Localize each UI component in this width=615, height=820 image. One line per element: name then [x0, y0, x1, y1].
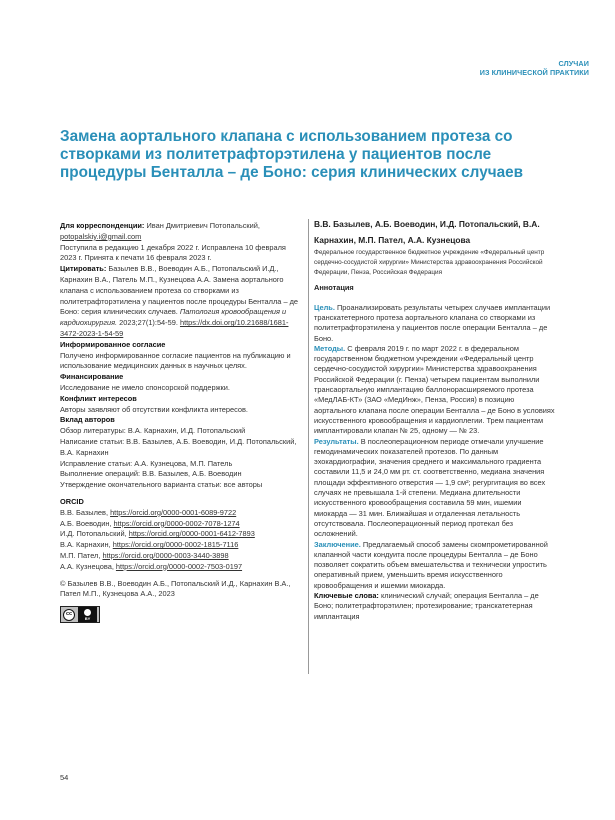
- section-tag-line1: СЛУЧАИ: [558, 59, 589, 68]
- keywords-text: клинический случай; операция Бенталла – де Боно; политетрафторэтилен; протезирование; транскатетерная имплантация: [314, 591, 539, 621]
- citation-text: Базылев В.В., Воеводин А.Б., Потопальский И.Д., Карнахин В.А., Патель М.П., Кузнецова А.А. Замена аортального клапана с использованием протеза со створками из политетрафторэтилена у пациентов после процедуры Бенталла – де Боно: серия клинических случаев.: [60, 264, 299, 317]
- correspondence: [60, 221, 301, 243]
- annotation-title: Аннотация: [314, 283, 354, 293]
- orcid-author: И.Д. Потопальский,: [60, 529, 129, 539]
- orcid-link[interactable]: https://orcid.org/0000-0002-7503-0197: [115, 561, 243, 571]
- left-column: [60, 221, 301, 623]
- orcid-item: [60, 551, 301, 562]
- article-title: Замена аортального клапана с использованием протеза со створками из политетрафторэтилена у пациентов после процедуры Бенталла – де Боно: серия клинических случаев: [60, 128, 524, 182]
- results-text: В послеоперационном периоде отмечали улучшение гемодинамических показателей протезов. По данным эхокардиографии, значения среднего и максимального градиента составили 11,5 и 24,0 мм рт. ст. соответственно, медиана значения площади эффективного отверстия — 1,9 см²; регургитация во всех случаях не превышала 1-й степени. Медиана длительности искусственного кровообращения составила 59 мин, ишемии миокарда — 31 мин. Ближайшая и отдаленная летальность отсутствовала. Послеоперационный период протекал без осложнений.: [314, 436, 546, 539]
- abstract-goal: [314, 303, 556, 344]
- page-number: 54: [60, 773, 69, 782]
- orcid-item: [60, 519, 301, 530]
- methods-text: С февраля 2019 г. по март 2022 г. в федеральном государственном бюджетном учреждении «Федеральный центр сердечно-сосудистой хирургии» Министерства здравоохранения Российской Федерации (г. Пенза) четырем пациентам выполнили трансаортальную имплантацию баллонорасширяемого протеза «МедЛАБ-КТ» (ЗАО «МедИнж», Пенза, Россия) в позицию аортального клапана после операции Бенталла – де Боно в условиях искусственного кровообращения и кардиоплегии. Трем пациентам имплантировали клапан № 25, одному — № 23.: [314, 343, 555, 436]
- orcid-link[interactable]: https://orcid.org/0000-0003-3440-3898: [102, 550, 229, 560]
- orcid-link[interactable]: https://orcid.org/0000-0002-1815-7116: [112, 540, 239, 550]
- consent-text: Получено информированное согласие пациентов на публикацию и использование медицинских данных в научных целях.: [60, 350, 291, 371]
- orcid-item: [60, 540, 301, 551]
- orcid-author: М.П. Пател,: [60, 550, 103, 560]
- contrib-line: Обзор литературы: В.А. Карнахин, И.Д. Потопальский: [60, 426, 246, 436]
- section-tag-line2: ИЗ КЛИНИЧЕСКОЙ ПРАКТИКИ: [479, 68, 589, 77]
- conflict-label: Конфликт интересов: [60, 393, 137, 403]
- abstract-results: [314, 437, 556, 540]
- orcid-item: [60, 508, 301, 519]
- column-divider: [308, 219, 309, 674]
- funding-text: Исследование не имело спонсорской поддержки.: [60, 382, 230, 392]
- correspondence-label: Для корреспонденции:: [60, 221, 145, 230]
- orcid-link[interactable]: https://orcid.org/0000-0001-6089-9722: [110, 507, 237, 517]
- by-icon: [78, 607, 97, 622]
- goal-text: Проанализировать результаты четырех случаев имплантации транскатетерного протеза аортального клапана со створками из политетрафторэтилена у пациентов после операции Бенталла – де Боно.: [314, 302, 551, 343]
- affiliation: Федеральное государственное бюджетное учреждение «Федеральный центр сердечно-сосудистой хирургии» Министерства здравоохранения Российской Федерации, Пенза, Российская Федерация: [314, 249, 545, 276]
- orcid-author: В.А. Карнахин,: [60, 540, 113, 550]
- section-tag: [480, 59, 589, 77]
- contrib-label: Вклад авторов: [60, 415, 115, 425]
- citation-tail: 2023;27(1):54-59.: [117, 318, 178, 328]
- abstract-methods: [314, 344, 556, 437]
- contrib-line: Написание статьи: В.В. Базылев, А.Б. Воеводин, И.Д. Потопальский, В.А. Карнахин: [60, 436, 297, 457]
- citation-doi-link[interactable]: https://dx.doi.org/10.21688/1681-3472-2023-1-54-59: [60, 318, 289, 338]
- authors: В.В. Базылев, А.Б. Воеводин, И.Д. Потопальский, В.А. Карнахин, М.П. Пател, А.А. Кузнецова: [314, 219, 540, 245]
- citation-journal: Патология кровообращения и кардиохирургия.: [60, 307, 287, 328]
- citation: [60, 264, 301, 340]
- goal-label: Цель.: [314, 302, 335, 312]
- conflict-text: Авторы заявляют об отсутствии конфликта интересов.: [60, 404, 248, 414]
- orcid-item: [60, 562, 301, 573]
- abstract-conclusion: [314, 540, 556, 591]
- by-label: BY: [84, 615, 91, 621]
- citation-label: Цитировать:: [60, 264, 107, 274]
- results-label: Результаты.: [314, 436, 359, 446]
- cc-by-license-badge[interactable]: [60, 606, 100, 623]
- consent-label: Информированное согласие: [60, 339, 166, 349]
- right-column: [314, 216, 556, 622]
- orcid-label: ORCID: [60, 496, 84, 506]
- orcid-author: А.А. Кузнецова,: [60, 561, 116, 571]
- methods-label: Методы.: [314, 343, 346, 353]
- funding-label: Финансирование: [60, 372, 124, 382]
- orcid-author: А.Б. Воеводин,: [60, 518, 114, 528]
- conclusion-label: Заключение.: [314, 539, 361, 549]
- copyright: © Базылев В.В., Воеводин А.Б., Потопальский И.Д., Карнахин В.А., Пател М.П., Кузнецова А.А., 2023: [60, 578, 291, 599]
- correspondence-email-link[interactable]: potopalskiy.i@gmail.com: [60, 231, 142, 241]
- keywords: [314, 591, 556, 622]
- contrib-line: Исправление статьи: А.А. Кузнецова, М.П. Патель: [60, 458, 233, 468]
- orcid-item: [60, 529, 301, 540]
- keywords-label: Ключевые слова:: [314, 591, 379, 600]
- orcid-list: [60, 508, 301, 573]
- correspondence-text: Иван Дмитриевич Потопальский,: [144, 221, 260, 230]
- orcid-link[interactable]: https://orcid.org/0000-0001-6412-7893: [128, 529, 255, 539]
- contrib-line: Утверждение окончательного варианта статьи: все авторы: [60, 480, 263, 490]
- contrib-line: Выполнение операций: В.В. Базылев, А.Б. Воеводин: [60, 469, 242, 479]
- conclusion-text: Предлагаемый способ замены скомпрометированной клапанной части кондуита после процедуры Бенталла – де Боно позволяет сократить объем вмешательства и технически упростить оперативный прием, уменьшить время искусственного кровообращения и ишемии миокарда.: [314, 539, 548, 590]
- orcid-author: В.В. Базылев,: [60, 507, 111, 517]
- orcid-link[interactable]: https://orcid.org/0000-0002-7078-1274: [113, 518, 240, 528]
- person-icon: [84, 609, 91, 616]
- cc-icon: cc: [63, 609, 75, 621]
- received-dates: Поступила в редакцию 1 декабря 2022 г. Исправлена 10 февраля 2023 г. Принята к печати 16 февраля 2023 г.: [60, 242, 286, 263]
- contrib-list: [60, 426, 301, 491]
